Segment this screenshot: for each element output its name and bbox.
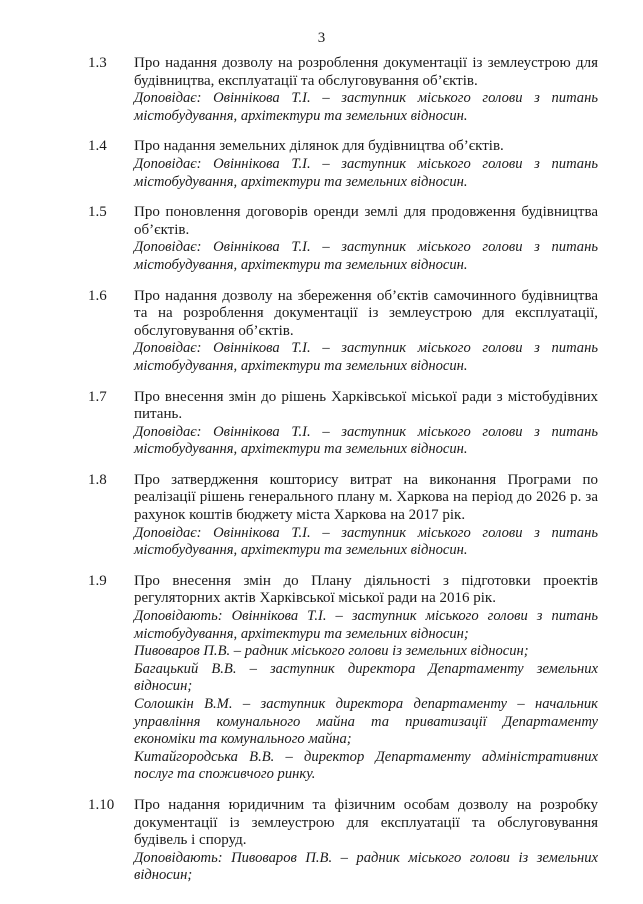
agenda-item-reporter: Доповідає: Овіннікова Т.І. – заступник міського голови з питань містобудування, архітектури та земельних відносин.	[134, 423, 598, 458]
agenda-item	[0, 797, 643, 885]
agenda-item-body	[134, 472, 598, 560]
agenda-item-title: Про затвердження кошторису витрат на виконання Програми по реалізації рішень генерального плану м. Харкова на період до 2026 р. за рахунок коштів бюджету міста Харкова на 2017 рік.	[134, 471, 598, 524]
agenda-item-body	[134, 797, 598, 885]
agenda-item	[0, 138, 643, 191]
agenda-item-reporter: Доповідають: Пивоваров П.В. – радник міського голови із земельних відносин;	[134, 849, 598, 884]
page-number: 3	[317, 30, 326, 46]
agenda-item-number: 1.3	[88, 55, 107, 71]
agenda-item-body	[134, 55, 598, 125]
agenda-item-number: 1.4	[88, 138, 107, 155]
agenda-item	[0, 288, 643, 376]
agenda-item-body	[134, 138, 598, 191]
agenda-item	[0, 472, 643, 560]
agenda-item-reporter: Доповідає: Овіннікова Т.І. – заступник міського голови з питань містобудування, архітектури та земельних відносин.	[134, 239, 598, 273]
agenda-item-reporter: Багацький В.В. – заступник директора Департаменту земельних відносин;	[134, 660, 598, 695]
agenda-item-body	[134, 573, 598, 784]
agenda-item-title: Про надання юридичним та фізичним особам дозволу на розробку документації із землеустрою для експлуатації та обслуговування будівель і споруд.	[134, 796, 598, 849]
agenda-list	[0, 55, 643, 898]
agenda-item-reporter: Пивоваров П.В. – радник міського голови із земельних відносин;	[134, 643, 529, 660]
agenda-item-number: 1.8	[88, 471, 107, 488]
agenda-item-reporter: Доповідає: Овіннікова Т.І. – заступник міського голови з питань містобудування, архітектури та земельних відносин.	[134, 155, 598, 190]
agenda-item-number: 1.9	[88, 572, 107, 589]
agenda-item	[0, 573, 643, 784]
agenda-item-body	[134, 288, 598, 376]
agenda-item	[0, 55, 643, 125]
agenda-item	[0, 389, 643, 459]
agenda-item-reporter: Солошкін В.М. – заступник директора департаменту – начальник управління комунального майна та приватизації Департаменту економіки та комунального майна;	[134, 696, 598, 748]
agenda-item-reporter: Доповідають: Овіннікова Т.І. – заступник міського голови з питань містобудування, архітектури та земельних відносин;	[134, 608, 598, 642]
agenda-item-body	[134, 389, 598, 459]
agenda-item-reporter: Доповідає: Овіннікова Т.І. – заступник міського голови з питань містобудування, архітектури та земельних відносин.	[134, 524, 598, 559]
agenda-item-title: Про внесення змін до рішень Харківської міської ради з містобудівних питань.	[134, 388, 598, 423]
agenda-item-title: Про надання дозволу на розроблення документації із землеустрою для будівництва, експлуатації та обслуговування об’єктів.	[134, 55, 598, 89]
agenda-item-number: 1.6	[88, 287, 107, 304]
agenda-item-title: Про внесення змін до Плану діяльності з підготовки проектів регуляторних актів Харківської міської ради на 2016 рік.	[134, 572, 598, 607]
agenda-item-number: 1.5	[88, 204, 107, 221]
agenda-item-title: Про поновлення договорів оренди землі для продовження будівництва об’єктів.	[134, 204, 598, 238]
agenda-item-number: 1.10	[88, 796, 115, 813]
agenda-item-title: Про надання земельних ділянок для будівництва об’єктів.	[134, 138, 504, 155]
agenda-item	[0, 204, 643, 274]
agenda-item-reporter: Китайгородська В.В. – директор Департаменту адміністративних послуг та споживчого ринку.	[134, 748, 598, 783]
agenda-item-title: Про надання дозволу на збереження об’єктів самочинного будівництва та на розроблення документації із землеустрою для експлуатації, обслуговування об’єктів.	[134, 287, 598, 339]
agenda-item-reporter: Доповідає: Овіннікова Т.І. – заступник міського голови з питань містобудування, архітектури та земельних відносин.	[134, 90, 598, 124]
agenda-item-body	[134, 204, 598, 274]
agenda-item-reporter: Доповідає: Овіннікова Т.І. – заступник міського голови з питань містобудування, архітектури та земельних відносин.	[134, 340, 598, 374]
agenda-item-number: 1.7	[88, 388, 107, 405]
